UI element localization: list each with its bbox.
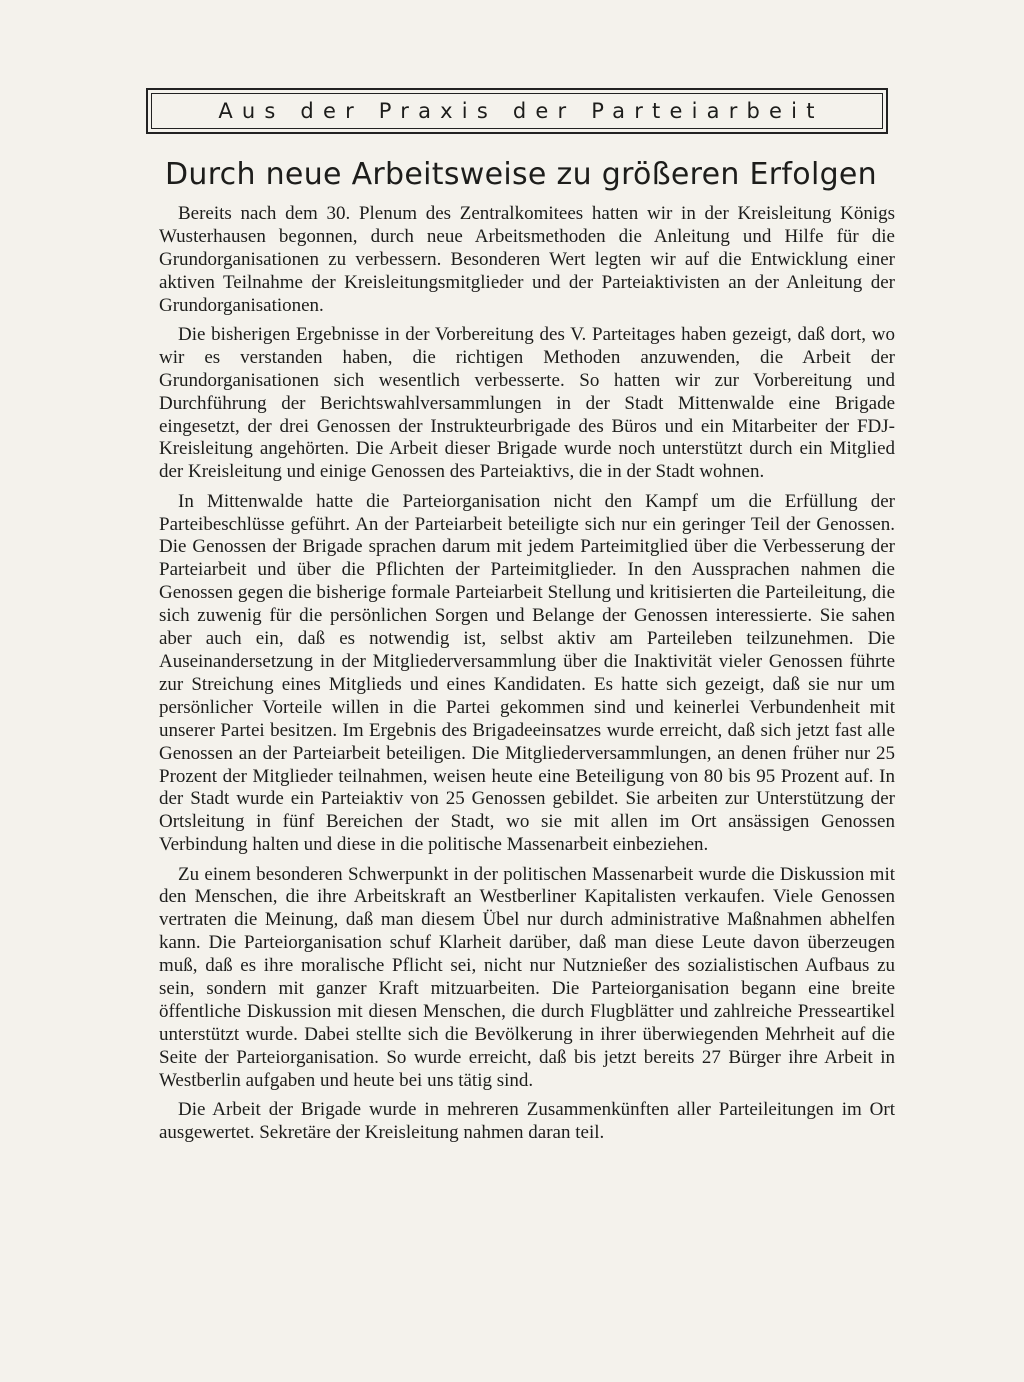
- article-title: Durch neue Arbeitsweise zu größeren Erfolgen: [164, 157, 877, 192]
- section-header-box: [146, 88, 888, 134]
- paragraph-2: Die bisherigen Ergebnisse in der Vorbereitung des V. Parteitages haben gezeigt, daß dort, wo wir es verstanden haben, die richtigen Methoden anzuwenden, die Arbeit der Grundorganisationen sich wesentlich verbesserte. So hatten wir zur Vorbereitung und Durchführung der Berichtswahlversammlungen in der Stadt Mittenwalde eine Brigade eingesetzt, der drei Genossen der Instrukteurbrigade des Büros und ein Mitarbeiter der FDJ-Kreisleitung angehörten. Die Arbeit dieser Brigade wurde noch unterstützt durch ein Mitglied der Kreisleitung und einige Genossen des Parteiaktivs, die in der Stadt wohnen.: [159, 323, 895, 483]
- section-header-label: Aus der Praxis der Parteiarbeit: [218, 99, 824, 123]
- paragraph-4: Zu einem besonderen Schwerpunkt in der politischen Massenarbeit wurde die Diskussion mit den Menschen, die ihre Arbeitskraft an Westberliner Kapitalisten verkaufen. Viele Genossen vertraten die Meinung, daß man diesem Übel nur durch administrative Maßnahmen abhelfen kann. Die Parteiorganisation schuf Klarheit darüber, daß man diese Leute davon überzeugen muß, daß es ihre moralische Pflicht sei, nicht nur Nutznießer des sozialistischen Aufbaus zu sein, sondern mit ganzer Kraft mitzuarbeiten. Die Parteiorganisation begann eine breite öffentliche Diskussion mit diesen Menschen, die durch Flugblätter und zahlreiche Presseartikel unterstützt wurde. Dabei stellte sich die Bevölkerung in ihrer überwiegenden Mehrheit auf die Seite der Parteiorganisation. So wurde erreicht, daß bis jetzt bereits 27 Bürger ihre Arbeit in Westberlin aufgaben und heute bei uns tätig sind.: [159, 863, 895, 1091]
- paragraph-3: In Mittenwalde hatte die Parteiorganisation nicht den Kampf um die Erfüllung der Parteibeschlüsse geführt. An der Parteiarbeit beteiligte sich nur ein geringer Teil der Genossen. Die Genossen der Brigade sprachen darum mit jedem Parteimitglied über die Verbesserung der Parteiarbeit und über die Pflichten der Parteimitglieder. In den Aussprachen nahmen die Genossen gegen die bisherige formale Parteiarbeit Stellung und kritisierten die Parteileitung, die sich zuwenig für die persönlichen Sorgen und Belange der Genossen interessierte. Sie sahen aber auch ein, daß es notwendig ist, selbst aktiv am Parteileben teilzunehmen. Die Auseinandersetzung in der Mitgliederversammlung über die Inaktivität vieler Genossen führte zur Streichung eines Mitglieds und eines Kandidaten. Es hatte sich gezeigt, daß sie nur um persönlicher Vorteile willen in die Partei gekommen sind und keinerlei Verbundenheit mit unserer Partei besitzen. Im Ergebnis des Brigadeeinsatzes wurde erreicht, daß sich jetzt fast alle Genossen an der Parteiarbeit beteiligen. Die Mitgliederversammlungen, an denen früher nur 25 Prozent der Mitglieder teilnahmen, weisen heute eine Beteiligung von 80 bis 95 Prozent auf. In der Stadt wurde ein Parteiaktiv von 25 Genossen gebildet. Sie arbeiten zur Unterstützung der Ortsleitung in fünf Bereichen der Stadt, wo sie mit allen im Ort ansässigen Genossen Verbindung halten und diese in die politische Massenarbeit einbeziehen.: [159, 490, 895, 856]
- paragraph-1: Bereits nach dem 30. Plenum des Zentralkomitees hatten wir in der Kreisleitung Königs Wusterhausen begonnen, durch neue Arbeitsmethoden die Anleitung und Hilfe für die Grundorganisationen zu verbessern. Besonderen Wert legten wir auf die Entwicklung einer aktiven Teilnahme der Kreisleitungsmitglieder und der Parteiaktivisten an der Anleitung der Grundorganisationen.: [159, 203, 895, 316]
- article-body: [159, 203, 895, 1151]
- paragraph-5: Die Arbeit der Brigade wurde in mehreren Zusammenkünften aller Parteileitungen im Ort ausgewertet. Sekretäre der Kreisleitung nahmen daran teil.: [159, 1099, 895, 1143]
